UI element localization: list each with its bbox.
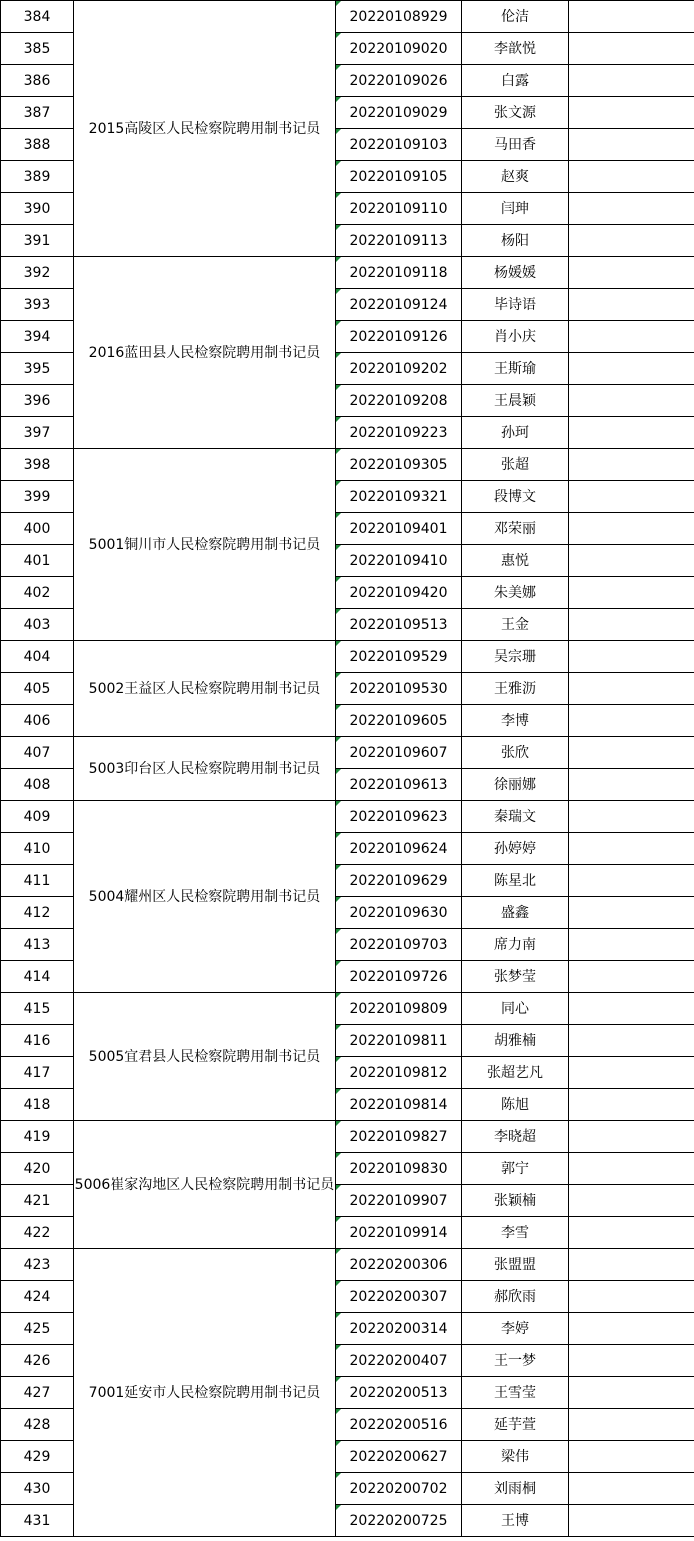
- ticket-number-cell: 20220109124: [336, 289, 462, 321]
- ticket-number-cell: 20220109809: [336, 993, 462, 1025]
- candidate-name-cell: 杨媛媛: [462, 257, 569, 289]
- candidate-name-cell: 朱美娜: [462, 577, 569, 609]
- remarks-cell: [569, 1313, 694, 1345]
- row-number-cell: 422: [1, 1217, 74, 1249]
- candidate-name-cell: 席力南: [462, 929, 569, 961]
- candidate-name-cell: 马田香: [462, 129, 569, 161]
- row-number-cell: 392: [1, 257, 74, 289]
- ticket-number-cell: 20220200407: [336, 1345, 462, 1377]
- ticket-number-cell: 20220109110: [336, 193, 462, 225]
- candidate-name-cell: 王斯瑜: [462, 353, 569, 385]
- ticket-number-cell: 20220109020: [336, 33, 462, 65]
- ticket-number-cell: 20220109830: [336, 1153, 462, 1185]
- position-cell: 5003印台区人民检察院聘用制书记员: [74, 737, 336, 801]
- ticket-number-cell: 20220109914: [336, 1217, 462, 1249]
- remarks-cell: [569, 1281, 694, 1313]
- row-number-cell: 388: [1, 129, 74, 161]
- row-number-cell: 389: [1, 161, 74, 193]
- ticket-number-cell: 20220200307: [336, 1281, 462, 1313]
- ticket-number-cell: 20220109811: [336, 1025, 462, 1057]
- row-number-cell: 409: [1, 801, 74, 833]
- row-number-cell: 425: [1, 1313, 74, 1345]
- row-number-cell: 400: [1, 513, 74, 545]
- row-number-cell: 394: [1, 321, 74, 353]
- remarks-cell: [569, 513, 694, 545]
- row-number-cell: 385: [1, 33, 74, 65]
- remarks-cell: [569, 1249, 694, 1281]
- row-number-cell: 408: [1, 769, 74, 801]
- row-number-cell: 410: [1, 833, 74, 865]
- candidate-name-cell: 王晨颖: [462, 385, 569, 417]
- ticket-number-cell: 20220109814: [336, 1089, 462, 1121]
- candidate-name-cell: 陈星北: [462, 865, 569, 897]
- row-number-cell: 399: [1, 481, 74, 513]
- ticket-number-cell: 20220109029: [336, 97, 462, 129]
- candidate-name-cell: 张梦莹: [462, 961, 569, 993]
- row-number-cell: 423: [1, 1249, 74, 1281]
- position-cell: 5006崔家沟地区人民检察院聘用制书记员: [74, 1121, 336, 1249]
- candidate-name-cell: 邓荣丽: [462, 513, 569, 545]
- remarks-cell: [569, 1345, 694, 1377]
- remarks-cell: [569, 481, 694, 513]
- remarks-cell: [569, 577, 694, 609]
- remarks-cell: [569, 993, 694, 1025]
- row-number-cell: 384: [1, 1, 74, 33]
- ticket-number-cell: 20220200627: [336, 1441, 462, 1473]
- row-number-cell: 386: [1, 65, 74, 97]
- candidate-name-cell: 段博文: [462, 481, 569, 513]
- row-number-cell: 397: [1, 417, 74, 449]
- row-number-cell: 420: [1, 1153, 74, 1185]
- remarks-cell: [569, 641, 694, 673]
- ticket-number-cell: 20220109321: [336, 481, 462, 513]
- table-row: [1, 737, 694, 769]
- ticket-number-cell: 20220109401: [336, 513, 462, 545]
- row-number-cell: 402: [1, 577, 74, 609]
- ticket-number-cell: 20220108929: [336, 1, 462, 33]
- candidate-name-cell: 李雪: [462, 1217, 569, 1249]
- candidate-name-cell: 张超艺凡: [462, 1057, 569, 1089]
- results-table-body: [1, 1, 694, 1537]
- remarks-cell: [569, 769, 694, 801]
- table-row: [1, 1249, 694, 1281]
- remarks-cell: [569, 609, 694, 641]
- remarks-cell: [569, 257, 694, 289]
- row-number-cell: 393: [1, 289, 74, 321]
- remarks-cell: [569, 97, 694, 129]
- ticket-number-cell: 20220109812: [336, 1057, 462, 1089]
- remarks-cell: [569, 1505, 694, 1537]
- ticket-number-cell: 20220109420: [336, 577, 462, 609]
- ticket-number-cell: 20220109703: [336, 929, 462, 961]
- row-number-cell: 401: [1, 545, 74, 577]
- ticket-number-cell: 20220109726: [336, 961, 462, 993]
- candidate-name-cell: 张超: [462, 449, 569, 481]
- row-number-cell: 427: [1, 1377, 74, 1409]
- row-number-cell: 403: [1, 609, 74, 641]
- row-number-cell: 426: [1, 1345, 74, 1377]
- remarks-cell: [569, 1409, 694, 1441]
- row-number-cell: 411: [1, 865, 74, 897]
- remarks-cell: [569, 737, 694, 769]
- ticket-number-cell: 20220109105: [336, 161, 462, 193]
- ticket-number-cell: 20220109223: [336, 417, 462, 449]
- candidate-name-cell: 闫珅: [462, 193, 569, 225]
- candidate-name-cell: 张盟盟: [462, 1249, 569, 1281]
- candidate-name-cell: 延芋萱: [462, 1409, 569, 1441]
- row-number-cell: 405: [1, 673, 74, 705]
- candidate-name-cell: 惠悦: [462, 545, 569, 577]
- remarks-cell: [569, 897, 694, 929]
- candidate-name-cell: 李歆悦: [462, 33, 569, 65]
- candidate-name-cell: 盛鑫: [462, 897, 569, 929]
- ticket-number-cell: 20220109907: [336, 1185, 462, 1217]
- row-number-cell: 416: [1, 1025, 74, 1057]
- candidate-name-cell: 毕诗语: [462, 289, 569, 321]
- ticket-number-cell: 20220109630: [336, 897, 462, 929]
- remarks-cell: [569, 1, 694, 33]
- candidate-name-cell: 李婷: [462, 1313, 569, 1345]
- remarks-cell: [569, 225, 694, 257]
- ticket-number-cell: 20220200513: [336, 1377, 462, 1409]
- ticket-number-cell: 20220200725: [336, 1505, 462, 1537]
- candidate-name-cell: 张文源: [462, 97, 569, 129]
- table-row: [1, 641, 694, 673]
- remarks-cell: [569, 385, 694, 417]
- position-cell: 2015高陵区人民检察院聘用制书记员: [74, 1, 336, 257]
- row-number-cell: 404: [1, 641, 74, 673]
- ticket-number-cell: 20220109629: [336, 865, 462, 897]
- ticket-number-cell: 20220109607: [336, 737, 462, 769]
- position-cell: 2016蓝田县人民检察院聘用制书记员: [74, 257, 336, 449]
- candidate-name-cell: 吴宗珊: [462, 641, 569, 673]
- row-number-cell: 414: [1, 961, 74, 993]
- position-cell: 5002王益区人民检察院聘用制书记员: [74, 641, 336, 737]
- ticket-number-cell: 20220109026: [336, 65, 462, 97]
- remarks-cell: [569, 801, 694, 833]
- ticket-number-cell: 20220200314: [336, 1313, 462, 1345]
- candidate-name-cell: 白露: [462, 65, 569, 97]
- remarks-cell: [569, 1089, 694, 1121]
- table-row: [1, 801, 694, 833]
- remarks-cell: [569, 1441, 694, 1473]
- ticket-number-cell: 20220109113: [336, 225, 462, 257]
- row-number-cell: 391: [1, 225, 74, 257]
- remarks-cell: [569, 417, 694, 449]
- candidate-name-cell: 王博: [462, 1505, 569, 1537]
- remarks-cell: [569, 929, 694, 961]
- candidate-name-cell: 孙珂: [462, 417, 569, 449]
- row-number-cell: 395: [1, 353, 74, 385]
- ticket-number-cell: 20220109623: [336, 801, 462, 833]
- row-number-cell: 419: [1, 1121, 74, 1153]
- ticket-number-cell: 20220109208: [336, 385, 462, 417]
- ticket-number-cell: 20220109118: [336, 257, 462, 289]
- row-number-cell: 421: [1, 1185, 74, 1217]
- candidate-name-cell: 杨阳: [462, 225, 569, 257]
- remarks-cell: [569, 289, 694, 321]
- table-row: [1, 449, 694, 481]
- row-number-cell: 406: [1, 705, 74, 737]
- position-cell: 7001延安市人民检察院聘用制书记员: [74, 1249, 336, 1537]
- row-number-cell: 413: [1, 929, 74, 961]
- position-cell: 5001铜川市人民检察院聘用制书记员: [74, 449, 336, 641]
- candidate-name-cell: 张颖楠: [462, 1185, 569, 1217]
- ticket-number-cell: 20220109605: [336, 705, 462, 737]
- position-cell: 5005宜君县人民检察院聘用制书记员: [74, 993, 336, 1121]
- candidate-name-cell: 王雅沥: [462, 673, 569, 705]
- ticket-number-cell: 20220109613: [336, 769, 462, 801]
- candidate-name-cell: 肖小庆: [462, 321, 569, 353]
- table-row: [1, 1, 694, 33]
- candidate-name-cell: 王金: [462, 609, 569, 641]
- ticket-number-cell: 20220109202: [336, 353, 462, 385]
- candidate-name-cell: 秦瑞文: [462, 801, 569, 833]
- candidate-name-cell: 同心: [462, 993, 569, 1025]
- ticket-number-cell: 20220109126: [336, 321, 462, 353]
- candidate-name-cell: 赵爽: [462, 161, 569, 193]
- row-number-cell: 428: [1, 1409, 74, 1441]
- remarks-cell: [569, 161, 694, 193]
- remarks-cell: [569, 961, 694, 993]
- row-number-cell: 417: [1, 1057, 74, 1089]
- row-number-cell: 412: [1, 897, 74, 929]
- candidate-name-cell: 伦洁: [462, 1, 569, 33]
- remarks-cell: [569, 1185, 694, 1217]
- candidate-name-cell: 张欣: [462, 737, 569, 769]
- row-number-cell: 415: [1, 993, 74, 1025]
- remarks-cell: [569, 449, 694, 481]
- candidate-name-cell: 李博: [462, 705, 569, 737]
- ticket-number-cell: 20220109530: [336, 673, 462, 705]
- ticket-number-cell: 20220109513: [336, 609, 462, 641]
- remarks-cell: [569, 1121, 694, 1153]
- row-number-cell: 387: [1, 97, 74, 129]
- candidate-name-cell: 徐丽娜: [462, 769, 569, 801]
- ticket-number-cell: 20220200306: [336, 1249, 462, 1281]
- ticket-number-cell: 20220200702: [336, 1473, 462, 1505]
- remarks-cell: [569, 65, 694, 97]
- remarks-cell: [569, 1473, 694, 1505]
- candidate-name-cell: 王雪莹: [462, 1377, 569, 1409]
- ticket-number-cell: 20220200516: [336, 1409, 462, 1441]
- table-row: [1, 1121, 694, 1153]
- candidate-name-cell: 王一梦: [462, 1345, 569, 1377]
- remarks-cell: [569, 833, 694, 865]
- candidate-name-cell: 孙婷婷: [462, 833, 569, 865]
- remarks-cell: [569, 1025, 694, 1057]
- row-number-cell: 390: [1, 193, 74, 225]
- remarks-cell: [569, 1153, 694, 1185]
- row-number-cell: 430: [1, 1473, 74, 1505]
- ticket-number-cell: 20220109410: [336, 545, 462, 577]
- remarks-cell: [569, 321, 694, 353]
- remarks-cell: [569, 1217, 694, 1249]
- position-cell: 5004耀州区人民检察院聘用制书记员: [74, 801, 336, 993]
- ticket-number-cell: 20220109827: [336, 1121, 462, 1153]
- candidate-name-cell: 郭宁: [462, 1153, 569, 1185]
- remarks-cell: [569, 129, 694, 161]
- candidate-name-cell: 胡雅楠: [462, 1025, 569, 1057]
- remarks-cell: [569, 865, 694, 897]
- row-number-cell: 431: [1, 1505, 74, 1537]
- remarks-cell: [569, 193, 694, 225]
- row-number-cell: 398: [1, 449, 74, 481]
- candidate-name-cell: 郝欣雨: [462, 1281, 569, 1313]
- table-row: [1, 993, 694, 1025]
- candidate-name-cell: 刘雨桐: [462, 1473, 569, 1505]
- ticket-number-cell: 20220109624: [336, 833, 462, 865]
- ticket-number-cell: 20220109103: [336, 129, 462, 161]
- row-number-cell: 429: [1, 1441, 74, 1473]
- remarks-cell: [569, 1377, 694, 1409]
- remarks-cell: [569, 1057, 694, 1089]
- remarks-cell: [569, 673, 694, 705]
- ticket-number-cell: 20220109529: [336, 641, 462, 673]
- remarks-cell: [569, 353, 694, 385]
- remarks-cell: [569, 545, 694, 577]
- candidate-name-cell: 陈旭: [462, 1089, 569, 1121]
- row-number-cell: 407: [1, 737, 74, 769]
- row-number-cell: 396: [1, 385, 74, 417]
- remarks-cell: [569, 33, 694, 65]
- row-number-cell: 418: [1, 1089, 74, 1121]
- candidate-name-cell: 梁伟: [462, 1441, 569, 1473]
- ticket-number-cell: 20220109305: [336, 449, 462, 481]
- candidate-name-cell: 李晓超: [462, 1121, 569, 1153]
- row-number-cell: 424: [1, 1281, 74, 1313]
- remarks-cell: [569, 705, 694, 737]
- table-row: [1, 257, 694, 289]
